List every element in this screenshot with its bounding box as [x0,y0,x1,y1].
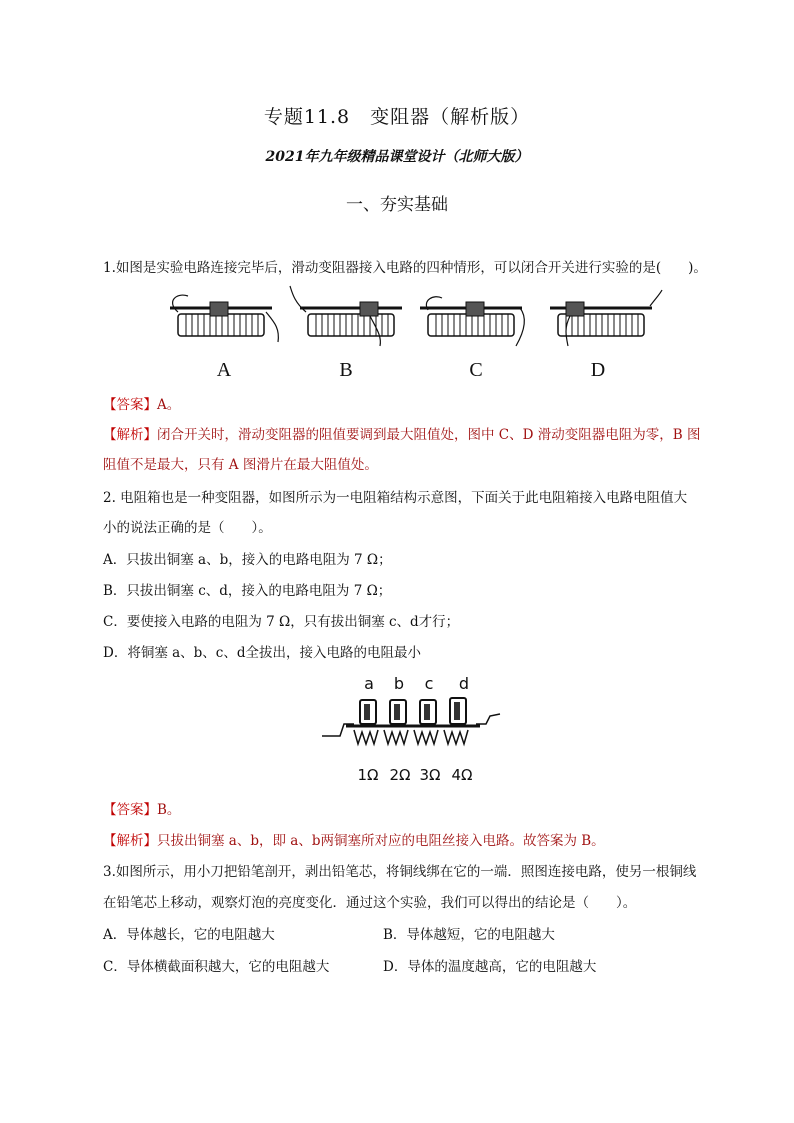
resistor-label-1: 1Ω [357,766,379,784]
rheostat-diagrams [160,292,670,352]
q1-figure-rheostats [160,292,670,352]
q3-option-a: A．导体越长，它的电阻越大 [103,927,275,943]
q2-option-d: D．将铜塞 a、b、c、d全拔出，接入电路的电阻最小 [103,645,422,661]
resistor-label-4: 4Ω [451,766,473,784]
rheostat-d [550,290,662,346]
figure-label-d: D [590,359,606,381]
rheostat-a [170,295,278,342]
q2-analysis [103,831,723,851]
rheostat-b [290,286,402,346]
section-heading: 一、夯实基础 [346,195,448,215]
q2-figure-resistance-box [320,694,500,750]
q1-answer [103,395,723,415]
answer-text: A。 [157,397,181,413]
q3-option-b: B．导体越短，它的电阻越大 [383,927,555,943]
plug-label-a: a [364,674,374,693]
q2-option-a: A．只拔出铜塞 a、b，接入的电路电阻为 7 Ω； [103,552,392,568]
q2-stem-line1: 2. 电阻箱也是一种变阻器，如图所示为一电阻箱结构示意图，下面关于此电阻箱接入电路电阻值大 [103,490,688,506]
q1-analysis-line1 [103,425,723,445]
answer-tag: 【答案】 [103,802,157,818]
analysis-text: 闭合开关时，滑动变阻器的阻值要调到最大阻值处，图中 C、D 滑动变阻器电阻为零，B 图 [157,427,701,443]
plug-label-c: c [424,674,434,693]
resistance-box-diagram [320,694,500,750]
resistor-label-3: 3Ω [419,766,441,784]
answer-tag: 【答案】 [103,397,157,413]
q2-option-c: C．要使接入电路的电阻为 7 Ω，只有拔出铜塞 c、d才行； [103,614,460,630]
plug-label-d: d [458,674,470,693]
page-title: 专题11.8 变阻器（解析版） [263,106,531,128]
figure-label-a: A [216,359,232,381]
page-subtitle: 2021年九年级精品课堂设计（北师大版） [265,149,529,165]
q3-stem-line2: 在铅笔芯上移动，观察灯泡的亮度变化．通过这个实验，我们可以得出的结论是（ ）。 [103,895,637,911]
analysis-tag: 【解析】 [103,427,157,443]
analysis-text: 只拔出铜塞 a、b，即 a、b两铜塞所对应的电阻丝接入电路。故答案为 B。 [157,833,605,849]
q2-option-b: B．只拔出铜塞 c、d，接入的电路电阻为 7 Ω； [103,583,392,599]
q2-answer [103,800,723,820]
plug-label-b: b [393,674,405,693]
q3-option-d: D．导体的温度越高，它的电阻越大 [383,959,597,975]
figure-label-c: C [469,359,483,381]
rheostat-c [420,297,524,346]
q2-stem-line2: 小的说法正确的是（ ）。 [103,520,272,536]
q1-stem: 1.如图是实验电路连接完毕后，滑动变阻器接入电路的四种情形，可以闭合开关进行实验的是( )。 [103,260,707,276]
figure-label-b: B [339,359,353,381]
resistor-label-2: 2Ω [389,766,411,784]
q3-option-c: C．导体横截面积越大，它的电阻越大 [103,959,330,975]
q3-stem-line1: 3.如图所示，用小刀把铅笔剖开，剥出铅笔芯，将铜线绑在它的一端．照图连接电路，使另一根铜线 [103,864,697,880]
analysis-tag: 【解析】 [103,833,157,849]
answer-text: B。 [157,802,181,818]
q1-analysis-line2: 阻值不是最大，只有 A 图滑片在最大阻值处。 [103,457,378,473]
